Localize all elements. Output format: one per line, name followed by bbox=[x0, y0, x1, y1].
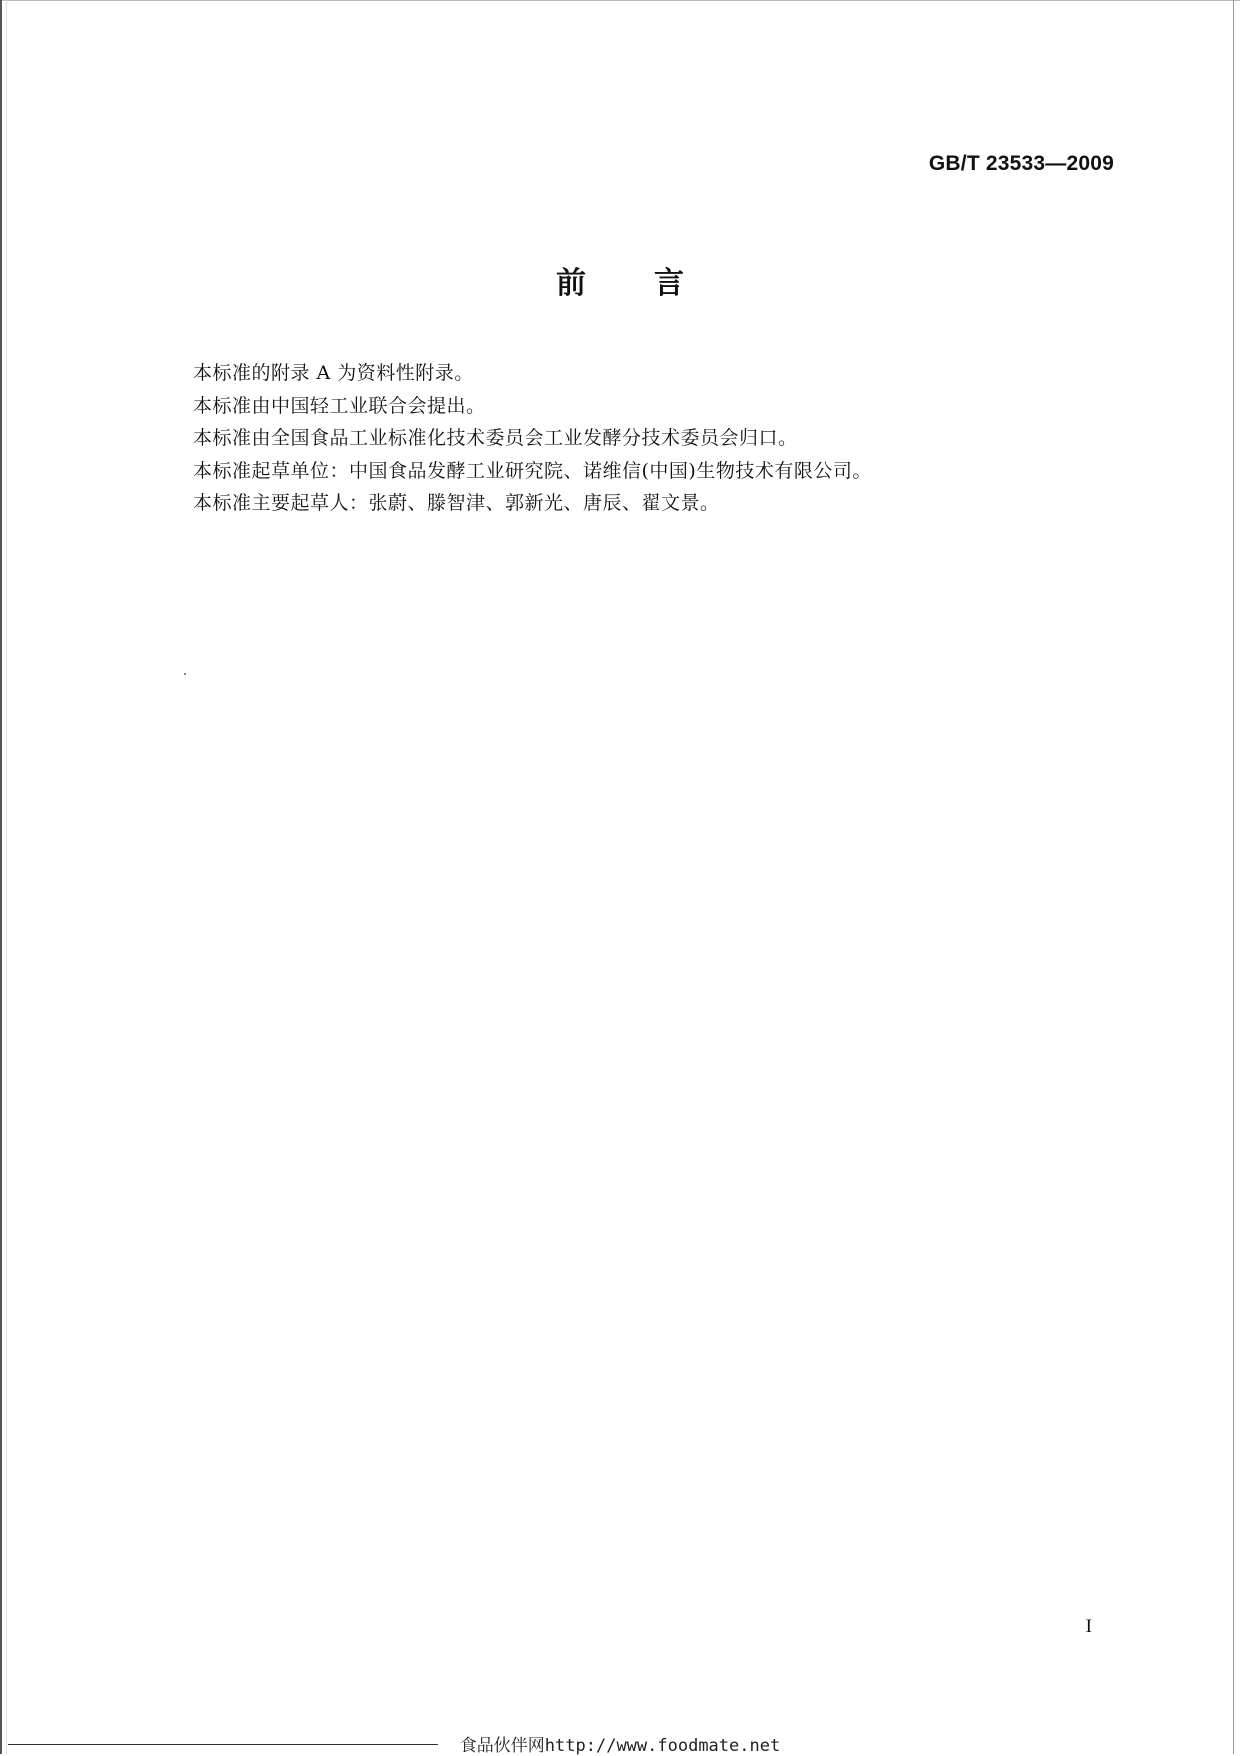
page-title: 前言 bbox=[556, 266, 752, 301]
foreword-body bbox=[193, 357, 1153, 520]
paragraph-proposer: 本标准由中国轻工业联合会提出。 bbox=[193, 394, 486, 417]
page-number: I bbox=[1085, 1616, 1092, 1637]
paragraph-committee: 本标准由全国食品工业标准化技术委员会工业发酵分技术委员会归口。 bbox=[193, 427, 798, 449]
paragraph-appendix: 本标准的附录 A 为资料性附录。 bbox=[193, 362, 474, 384]
scan-top-edge bbox=[0, 0, 1240, 1]
paragraph-drafting-units: 本标准起草单位：中国食品发酵工业研究院、诺维信(中国)生物技术有限公司。 bbox=[193, 459, 872, 482]
standard-code: GB/T 23533—2009 bbox=[928, 152, 1114, 175]
scan-speck bbox=[184, 673, 186, 675]
footer-source-link[interactable]: 食品伙伴网http://www.foodmate.net bbox=[459, 1736, 781, 1756]
paragraph-drafters: 本标准主要起草人：张蔚、滕智津、郭新光、唐辰、翟文景。 bbox=[193, 492, 720, 514]
